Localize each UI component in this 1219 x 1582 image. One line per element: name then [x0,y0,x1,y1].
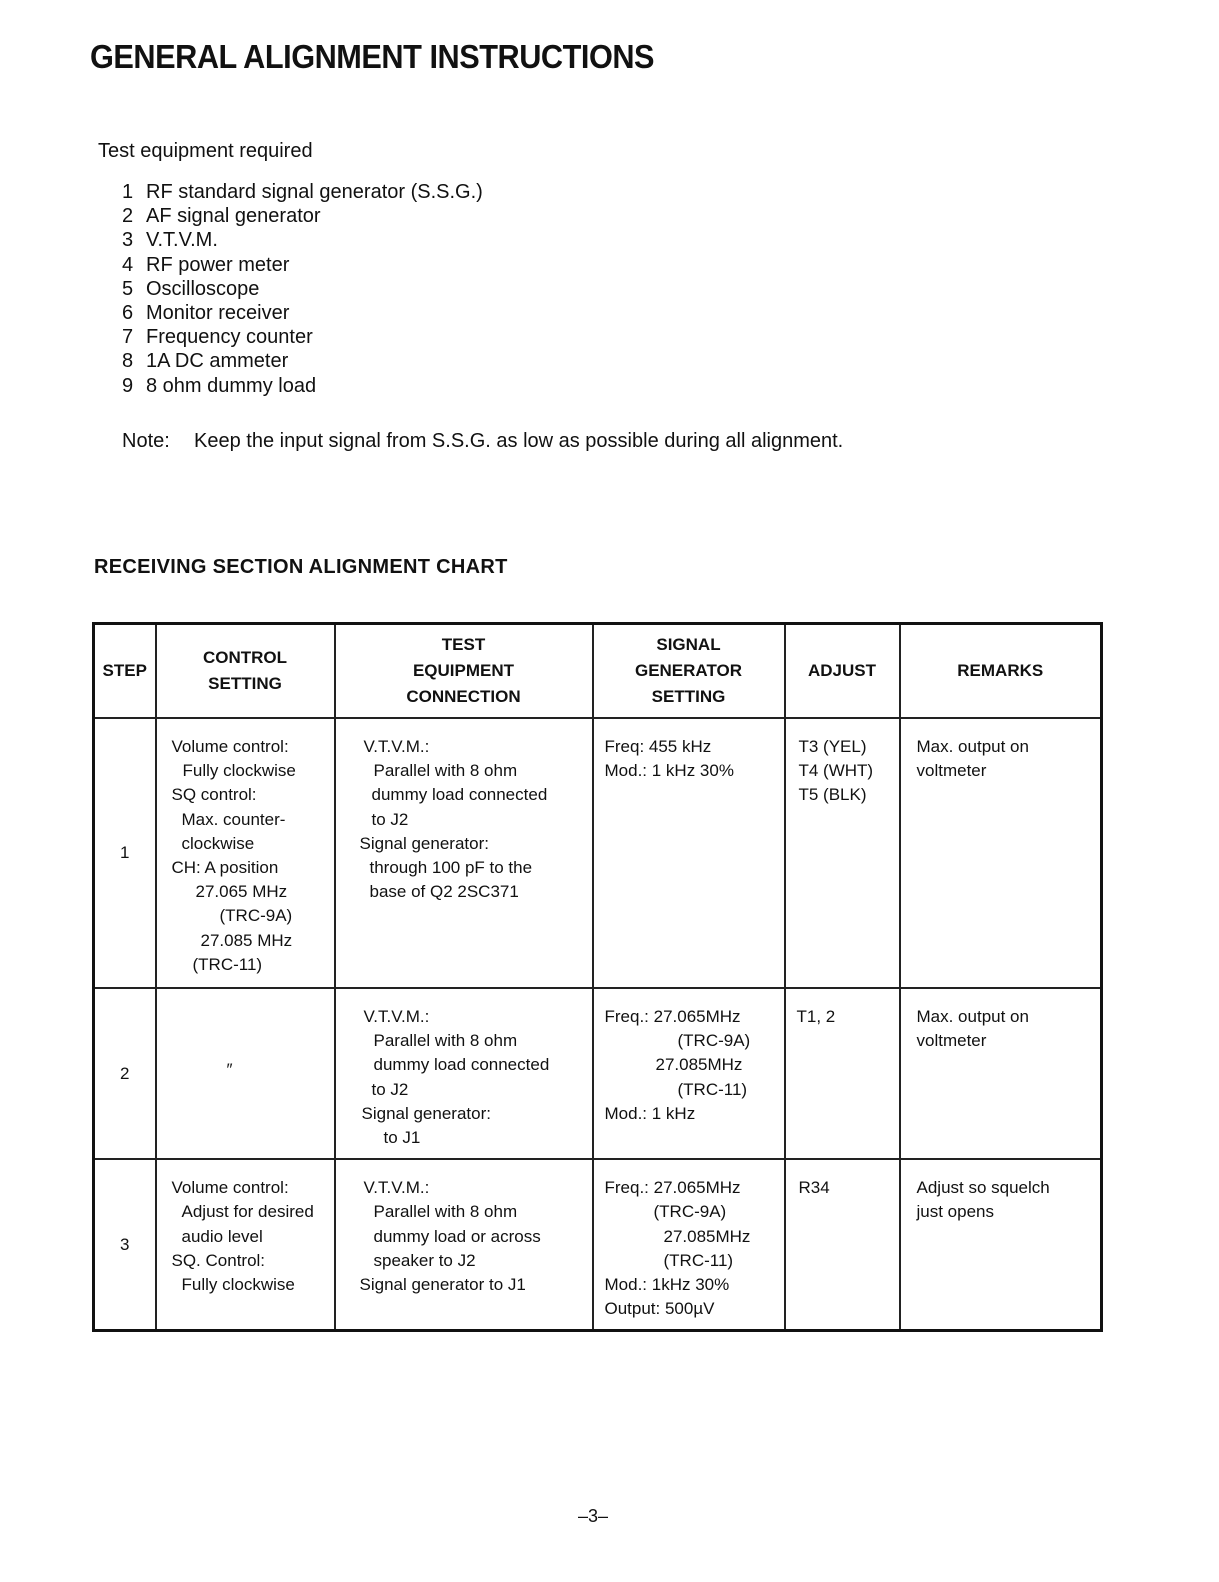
control-cell [156,988,335,1159]
remarks-cell [900,988,1102,1159]
signal-line: Mod.: 1kHz 30% [604,1275,730,1295]
equipment-item [122,180,483,204]
control-cell [156,1159,335,1331]
table-row [94,718,1102,988]
control-line: SQ. Control: [171,1250,266,1270]
control-line: Adjust for desired [181,1202,314,1222]
signal-cell [593,1159,785,1331]
header-text: SETTING [651,687,726,706]
header-text: SIGNAL [656,635,721,654]
page-title: GENERAL ALIGNMENT INSTRUCTIONS [90,38,655,75]
equipment-label: V.T.V.M. [146,229,218,252]
remarks-line: Adjust so squelch [916,1178,1050,1198]
control-line: CH: A position [171,858,279,878]
step-cell: 2 [94,988,156,1159]
header-text: CONNECTION [406,687,521,706]
control-line: SQ control: [171,785,257,805]
test-line: Signal generator: [361,1103,491,1123]
header-text: STEP [102,661,147,680]
remarks-cell [900,718,1102,988]
equipment-heading: Test equipment required [98,140,313,162]
alignment-table [92,622,1103,1332]
remarks-line: voltmeter [916,1031,987,1051]
equipment-number: 2 [122,205,134,228]
test-cell [335,1159,593,1331]
header-control-setting [156,624,335,719]
signal-line: Mod.: 1 kHz 30% [604,761,734,781]
page-number: –3– [578,1506,609,1526]
test-line: V.T.V.M.: [363,737,430,756]
test-cell [335,718,593,988]
equipment-label: AF signal generator [146,205,321,228]
test-line: Parallel with 8 ohm [373,1031,518,1051]
header-text: REMARKS [957,661,1044,680]
signal-line: Freq: 455 kHz [604,737,712,756]
equipment-number: 1 [122,181,134,203]
signal-line: Freq.: 27.065MHz [604,1007,741,1026]
equipment-item [122,349,483,373]
remarks-line: Max. output on [916,737,1029,756]
header-text: SETTING [208,674,282,693]
signal-cell [593,718,785,988]
equipment-item [122,374,483,398]
control-line: clockwise [181,833,255,853]
control-line: 27.065 MHz [195,882,288,902]
adjust-line: T5 (BLK) [798,785,867,805]
equipment-label: Oscilloscope [146,277,260,300]
equipment-number: 8 [122,350,134,373]
control-line: Volume control: [171,1178,289,1198]
equipment-item [122,325,483,349]
adjust-line: T3 (YEL) [798,737,867,756]
equipment-list [122,180,483,398]
signal-line: (TRC-9A) [677,1031,751,1051]
control-line: Fully clockwise [181,1275,295,1295]
test-line: V.T.V.M.: [363,1007,430,1026]
control-cell [156,718,335,988]
equipment-number: 3 [122,229,134,252]
equipment-label: 1A DC ammeter [146,350,289,373]
signal-line: Freq.: 27.065MHz [604,1178,741,1198]
step-cell: 1 [94,718,156,988]
equipment-number: 5 [122,277,134,300]
test-line: Signal generator to J1 [359,1275,526,1295]
header-text: ADJUST [807,661,876,680]
remarks-line: just opens [916,1202,994,1222]
remarks-cell [900,1159,1102,1331]
header-remarks [900,624,1102,719]
equipment-label: 8 ohm dummy load [146,374,317,397]
control-line: audio level [181,1226,263,1246]
table-header-row [94,624,1102,719]
step-cell: 3 [94,1159,156,1331]
header-text: CONTROL [202,648,288,667]
equipment-label: Monitor receiver [146,302,290,325]
control-line: (TRC-11) [192,954,263,974]
test-line: Parallel with 8 ohm [373,761,518,781]
header-text: GENERATOR [634,661,743,680]
signal-line: Output: 500µV [604,1299,715,1319]
remarks-line: Max. output on [916,1007,1029,1026]
signal-line: (TRC-11) [677,1079,748,1099]
test-line: to J2 [371,1079,409,1099]
equipment-item [122,204,483,228]
test-line: to J2 [371,809,409,829]
equipment-number: 6 [122,302,134,325]
test-line: base of Q2 2SC371 [369,882,519,902]
equipment-item [122,301,483,325]
signal-line: Mod.: 1 kHz [604,1103,696,1123]
control-line: Max. counter- [181,809,286,829]
remarks-line: voltmeter [916,761,987,781]
equipment-label: Frequency counter [146,326,313,349]
control-line: 27.085 MHz [200,930,293,950]
test-line: dummy load connected [371,785,548,805]
equipment-number: 7 [122,326,134,349]
note-label: Note: [122,430,170,452]
signal-line: 27.085MHz [663,1226,751,1246]
test-line: Parallel with 8 ohm [373,1202,518,1222]
equipment-label: RF standard signal generator (S.S.G.) [146,181,483,203]
signal-line: (TRC-11) [663,1250,734,1270]
signal-line: 27.085MHz [655,1055,743,1075]
header-signal-generator-setting [593,624,785,719]
equipment-item [122,277,483,301]
header-text: TEST [441,635,486,654]
test-line: dummy load connected [373,1055,550,1075]
header-text: EQUIPMENT [412,661,515,680]
test-line: speaker to J2 [373,1250,476,1270]
equipment-item [122,253,483,277]
test-line: through 100 pF to the [369,858,533,878]
test-line: V.T.V.M.: [363,1178,430,1198]
table-row [94,1159,1102,1331]
header-adjust [785,624,900,719]
test-cell [335,988,593,1159]
control-line: ″ [226,1059,233,1079]
adjust-cell [785,988,900,1159]
adjust-cell [785,718,900,988]
signal-cell [593,988,785,1159]
equipment-item [122,228,483,252]
header-test-equipment-connection [335,624,593,719]
equipment-number: 9 [122,374,134,397]
equipment-label: RF power meter [146,253,290,276]
control-line: Volume control: [171,737,289,756]
equipment-number: 4 [122,253,134,276]
adjust-cell [785,1159,900,1331]
adjust-line: T4 (WHT) [798,761,874,781]
note [122,430,843,453]
test-line: Signal generator: [359,833,489,853]
table-row [94,988,1102,1159]
test-line: to J1 [383,1128,421,1148]
header-step [94,624,156,719]
adjust-line: R34 [798,1178,830,1198]
adjust-line: T1, 2 [796,1007,836,1026]
test-line: dummy load or across [373,1226,541,1246]
signal-line: (TRC-9A) [653,1202,727,1222]
control-line: (TRC-9A) [219,906,293,926]
control-line: Fully clockwise [182,761,296,781]
note-text: Keep the input signal from S.S.G. as low as possible during all alignment. [194,430,844,452]
chart-title: RECEIVING SECTION ALIGNMENT CHART [94,556,508,578]
